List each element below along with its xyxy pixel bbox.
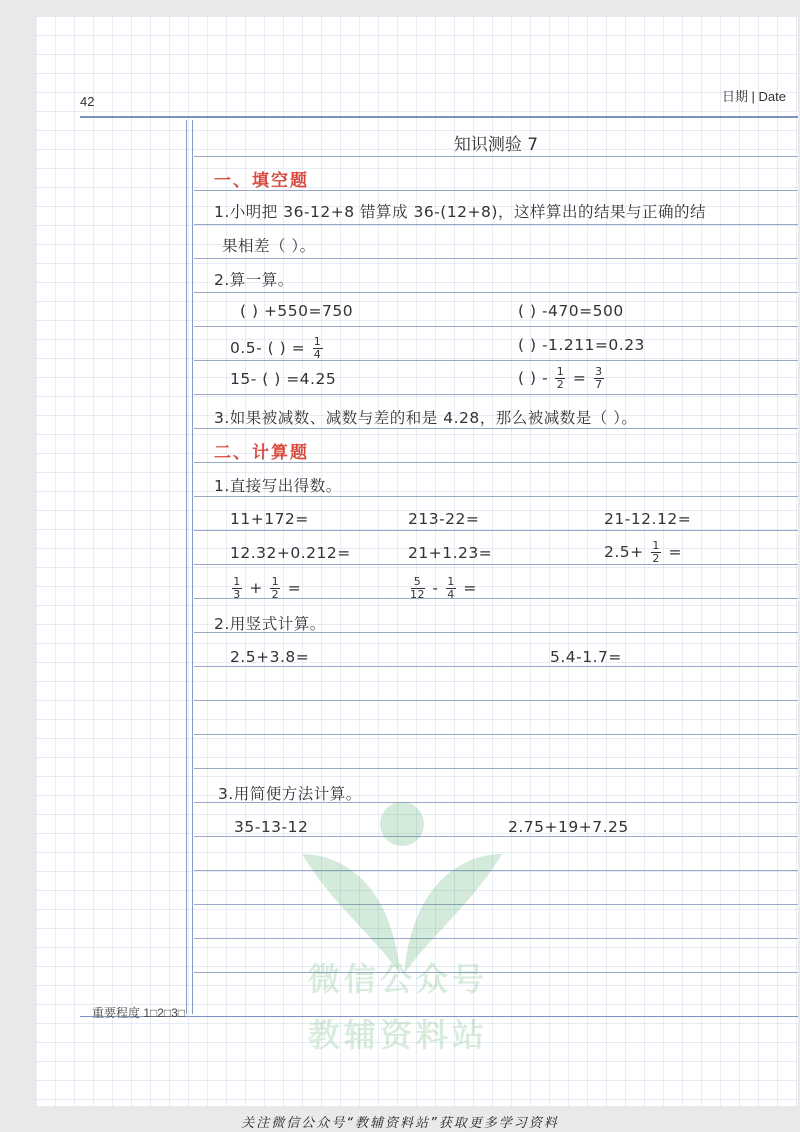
ruled-line xyxy=(194,700,798,701)
calc-item: 0.5- ( ) = $\frac{1}{4}$ xyxy=(230,335,322,361)
ruled-line xyxy=(194,292,798,293)
ruled-line xyxy=(194,496,798,497)
ruled-line xyxy=(194,734,798,735)
calc-item: ( ) +550=750 xyxy=(240,302,354,320)
worksheet-page xyxy=(36,16,798,1106)
fraction: $\frac{1}{2}$ xyxy=(556,365,565,391)
ruled-line xyxy=(194,326,798,327)
fraction: $\frac{1}{2}$ xyxy=(271,575,280,601)
ruled-line xyxy=(194,156,798,157)
page-title: 知识测验 7 xyxy=(453,135,539,155)
ruled-line xyxy=(194,394,798,395)
question-1-heading: 1.直接写出得数。 xyxy=(214,477,342,495)
header-rule xyxy=(80,116,798,118)
ruled-line xyxy=(194,258,798,259)
calc-item: 35-13-12 xyxy=(234,818,309,836)
calc-item: ( ) -470=500 xyxy=(518,302,624,320)
calc-item: $\frac{5}{12}$ - $\frac{1}{4}$ = xyxy=(410,575,477,601)
calc-item: 2.5+ $\frac{1}{2}$ = xyxy=(604,539,682,565)
ruled-line xyxy=(194,564,798,565)
section-heading-calculation: 二、计算题 xyxy=(214,443,309,463)
calc-item: $\frac{1}{3}$ + $\frac{1}{2}$ = xyxy=(233,575,302,601)
ruled-line xyxy=(194,428,798,429)
question-3: 3.如果被减数、减数与差的和是 4.28，那么被减数是（ ）。 xyxy=(214,409,638,427)
fraction: $\frac{1}{2}$ xyxy=(652,539,660,565)
ruled-line xyxy=(194,666,798,667)
question-1-line-2: 果相差（ ）。 xyxy=(222,237,316,255)
importance-rating: 重要程度 1□2□3□ xyxy=(92,1006,186,1020)
fraction: $\frac{1}{3}$ xyxy=(233,575,241,601)
fraction: $\frac{3}{7}$ xyxy=(595,365,603,391)
question-2-heading: 2.算一算。 xyxy=(214,271,294,289)
date-label: 日期 | Date xyxy=(721,89,786,104)
calc-item: 21-12.12= xyxy=(604,510,692,528)
margin-line-inner xyxy=(192,120,193,1014)
question-2-heading: 2.用竖式计算。 xyxy=(214,615,326,633)
page-number: 42 xyxy=(80,94,95,109)
calc-item: 5.4-1.7= xyxy=(550,648,622,666)
calc-item: 2.5+3.8= xyxy=(230,648,310,666)
watermark-text-line1: 微信公众号 xyxy=(308,960,489,998)
ruled-line xyxy=(194,530,798,531)
ruled-line xyxy=(194,224,798,225)
fraction: $\frac{5}{12}$ xyxy=(410,575,425,601)
fraction: $\frac{1}{4}$ xyxy=(447,575,455,601)
watermark-text-line2: 教辅资料站 xyxy=(308,1016,489,1054)
calc-item: 213-22= xyxy=(408,510,480,528)
calc-item: 12.32+0.212= xyxy=(230,544,351,562)
calc-item: 11+172= xyxy=(230,510,309,528)
footer-caption: 关注微信公众号“教辅资料站”获取更多学习资料 xyxy=(241,1116,559,1131)
question-3-heading: 3.用简便方法计算。 xyxy=(218,785,362,803)
calc-item: ( ) - $\frac{1}{2}$ = $\frac{3}{7}$ xyxy=(518,365,603,391)
question-1-line-1: 1.小明把 36-12+8 错算成 36-(12+8)，这样算出的结果与正确的结 xyxy=(214,203,706,221)
calc-item: 21+1.23= xyxy=(408,544,493,562)
calc-item: ( ) -1.211=0.23 xyxy=(518,336,645,354)
ruled-line xyxy=(194,768,798,769)
calc-item: 15- ( ) =4.25 xyxy=(230,370,337,388)
section-heading-fill-blank: 一、填空题 xyxy=(214,171,309,191)
calc-item: 2.75+19+7.25 xyxy=(508,818,629,836)
margin-line-outer xyxy=(186,120,187,1014)
fraction: $\frac{1}{4}$ xyxy=(313,335,322,361)
